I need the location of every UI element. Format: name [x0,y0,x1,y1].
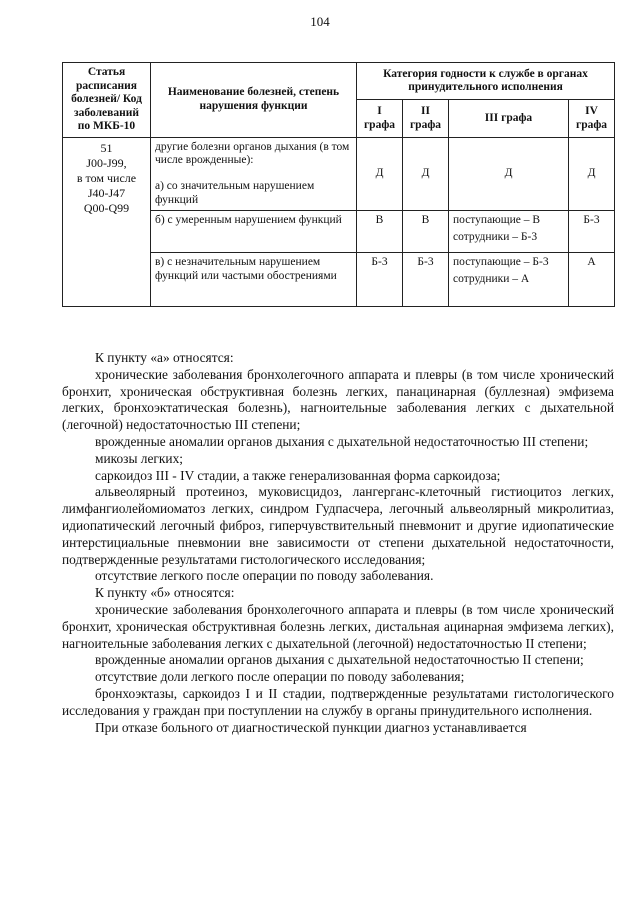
body-paragraph: врожденные аномалии органов дыхания с дыхательной недостаточностью III степени; [95,433,589,449]
body-paragraph: хронические заболевания бронхолегочного аппарата и плевры (в том числе хронический бронхит, хроническая обструктивная болезнь легких, панацинарная (буллезная) эмфизема легких, бронхоэктатическая болезнь), нагноительные заболевания легких с дыхательной (легочной) недостаточностью III степени; [62,366,614,433]
cell-col-2: Б-3 [403,253,449,307]
disease-name-cell [151,137,357,210]
cell-col-3-line: сотрудники – А [453,272,530,285]
body-paragraph: бронхоэктазы, саркоидоз I и II стадии, подтвержденные результатами гистологического исследования у граждан при поступлении на службу в органы принудительного исполнения. [62,685,614,718]
cell-col-3-line: поступающие – В [453,214,541,227]
disease-subitem: а) со значительным нарушением функций [155,179,315,206]
fitness-category-table [62,62,615,307]
article-code: J40-J47 [87,185,126,200]
disease-intro: другие болезни органов дыхания (в том числе врожденные): [155,140,350,167]
body-paragraph: микозы легких; [95,450,183,466]
table-row [63,137,615,210]
cell-col-3 [449,211,569,253]
body-paragraph: отсутствие легкого после операции по поводу заболевания. [95,568,434,584]
cell-col-2: Д [403,137,449,210]
article-code-cell [63,137,151,306]
page-number: 104 [310,14,330,29]
body-paragraph: саркоидоз III - IV стадии, а также генерализованная форма саркоидоза; [95,467,501,483]
header-disease-name: Наименование болезней, степень нарушения функции [151,63,357,138]
header-col-2: II графа [403,100,449,137]
body-paragraph: При отказе больного от диагностической пункции диагноз устанавливается [95,719,527,735]
cell-col-4: А [569,253,615,307]
cell-col-3 [449,253,569,307]
cell-col-2: В [403,211,449,253]
cell-col-3 [449,137,569,210]
disease-subitem: б) с умеренным нарушением функций [151,211,357,253]
header-col-3: III графа [449,100,569,137]
article-code: J00-J99, [86,155,127,170]
cell-col-4: Б-3 [569,211,615,253]
body-paragraph: альвеолярный протеиноз, муковисцидоз, лангерганс-клеточный гистиоцитоз легких, лимфангиолейомиоматоз легких, синдром Гудпасчера, легочный альвеолярный микролитиаз, идиопатический легочный фиброз, гиперчувствительный пневмонит и другие идиопатические интерстициальные пневмонии вне зависимости от степени дыхательной недостаточности, подтвержденные результатами гистологического исследования; [62,484,614,567]
body-paragraph: отсутствие доли легкого после операции по поводу заболевания; [95,669,465,685]
body-paragraph: врожденные аномалии органов дыхания с дыхательной недостаточностью II степени; [95,652,584,668]
table-header-row [63,63,615,100]
document-body [62,350,614,736]
cell-col-1: Б-3 [357,253,403,307]
cell-col-3-line: Д [504,167,513,180]
cell-col-3-line: поступающие – Б-3 [453,256,549,269]
cell-col-1: Д [357,137,403,210]
header-col-4: IV графа [569,100,615,137]
disease-subitem: в) с незначительным нарушением функций или частыми обострениями [151,253,357,307]
article-code: Q00-Q99 [83,200,130,215]
article-code: в том числе [76,170,137,185]
header-article: Статья расписания болезней/ Код заболеваний по МКБ-10 [63,63,151,138]
cell-col-1: В [357,211,403,253]
cell-col-4: Д [569,137,615,210]
body-paragraph: хронические заболевания бронхолегочного аппарата и плевры (в том числе хронический бронхит, хроническая обструктивная болезнь легких, дистальная ацинарная эмфизема легких), нагноительные заболевания легких с дыхательной (легочной) недостаточностью II степени; [62,601,614,651]
header-category: Категория годности к службе в органах принудительного исполнения [357,63,615,100]
body-paragraph: К пункту «а» относятся: [95,350,234,365]
article-number: 51 [100,140,113,155]
cell-col-3-line: сотрудники – Б-3 [453,230,538,243]
body-paragraph: К пункту «б» относятся: [95,585,235,601]
header-col-1: I графа [357,100,403,137]
